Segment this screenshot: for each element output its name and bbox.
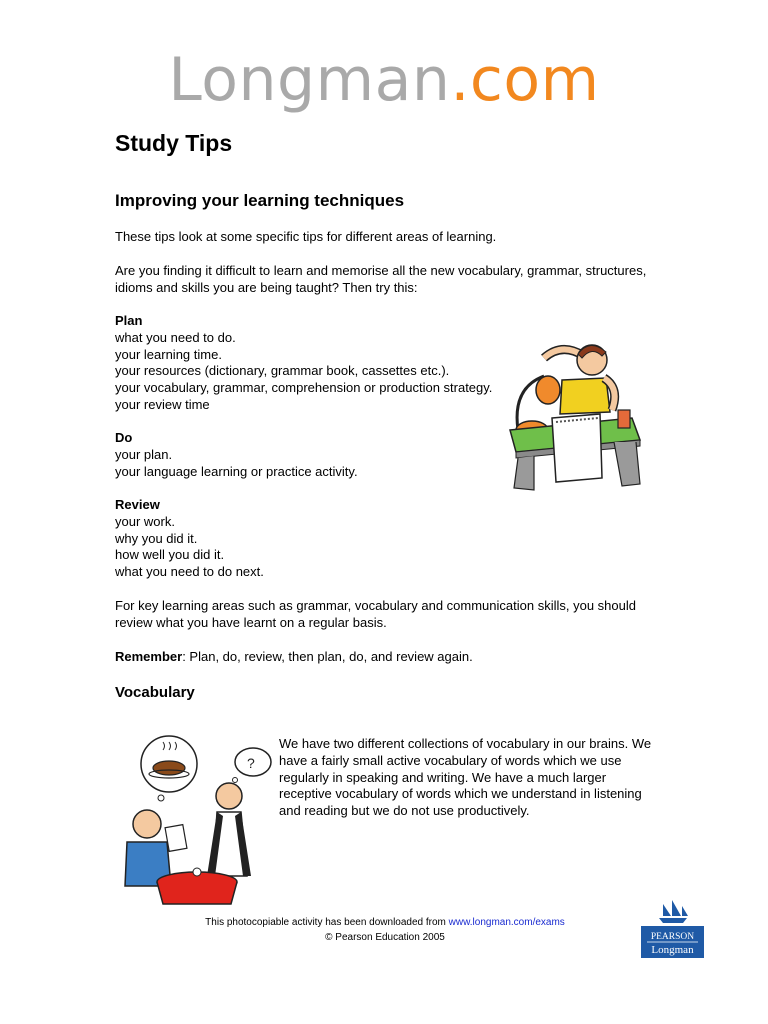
question-line: idioms and skills you are being taught? Then try this: [115,279,418,295]
key-areas-paragraph [115,598,636,632]
do-item: your plan. [115,446,173,462]
plan-section [115,313,492,414]
vocabulary-paragraph [279,736,651,820]
footer-link[interactable]: www.longman.com/exams [448,917,565,928]
vocabulary-line: We have two different collections of vocabulary in our brains. We [279,736,652,751]
copyright: © Pearson Education 2005 [325,932,445,943]
logo-top-text: PEARSON [650,932,695,942]
vocabulary-line: receptive vocabulary of words which we understand in listening [279,786,642,802]
plan-item: your review time [115,396,210,412]
do-section [115,430,358,480]
key-areas-line: For key learning areas such as grammar, vocabulary and communication skills, you should [115,598,636,613]
review-item: your work. [115,513,175,529]
brand-logo [0,42,768,118]
do-heading: Do [115,430,133,445]
vocabulary-line: have a fairly small active vocabulary of words which we use [279,752,622,768]
key-areas-line: review what you have learnt on a regular basis. [115,614,387,630]
vocabulary-line: and reading but we do not use productively. [279,803,530,819]
review-item: why you did it. [115,530,198,546]
plan-heading: Plan [115,313,143,328]
remember-text: : Plan, do, review, then plan, do, and review again. [182,649,473,664]
svg-text:?: ? [247,755,255,771]
student-studying-illustration [504,338,646,498]
restaurant-illustration [117,726,277,910]
question-line: Are you finding it difficult to learn and memorise all the new vocabulary, grammar, structures, [115,263,647,278]
footer-text: This photocopiable activity has been downloaded from [205,917,449,928]
do-item: your language learning or practice activity. [115,463,358,479]
question-paragraph [115,263,646,297]
logo-bottom-text: Longman [651,944,694,956]
plan-item: what you need to do. [115,329,236,345]
plan-item: your learning time. [115,346,222,362]
page-title: Study Tips [115,130,233,156]
remember-label: Remember [115,649,183,664]
review-item: how well you did it. [115,547,225,563]
review-heading: Review [115,497,160,512]
vocabulary-heading: Vocabulary [115,684,195,701]
remember-paragraph [115,649,473,666]
brand-name: Longman [168,45,451,115]
pearson-longman-logo [641,894,704,958]
intro-text: These tips look at some specific tips for different areas of learning. [115,229,497,244]
review-section [115,497,264,581]
footer [160,915,610,945]
plan-item: your resources (dictionary, grammar book, cassettes etc.). [115,363,450,379]
intro-paragraph [115,229,496,246]
section-heading: Improving your learning techniques [115,191,405,210]
vocabulary-line: regularly in speaking and writing. We have a much larger [279,769,607,785]
plan-item: your vocabulary, grammar, comprehension or production strategy. [115,380,493,396]
brand-domain: .com [450,45,600,115]
review-item: what you need to do next. [115,564,264,580]
